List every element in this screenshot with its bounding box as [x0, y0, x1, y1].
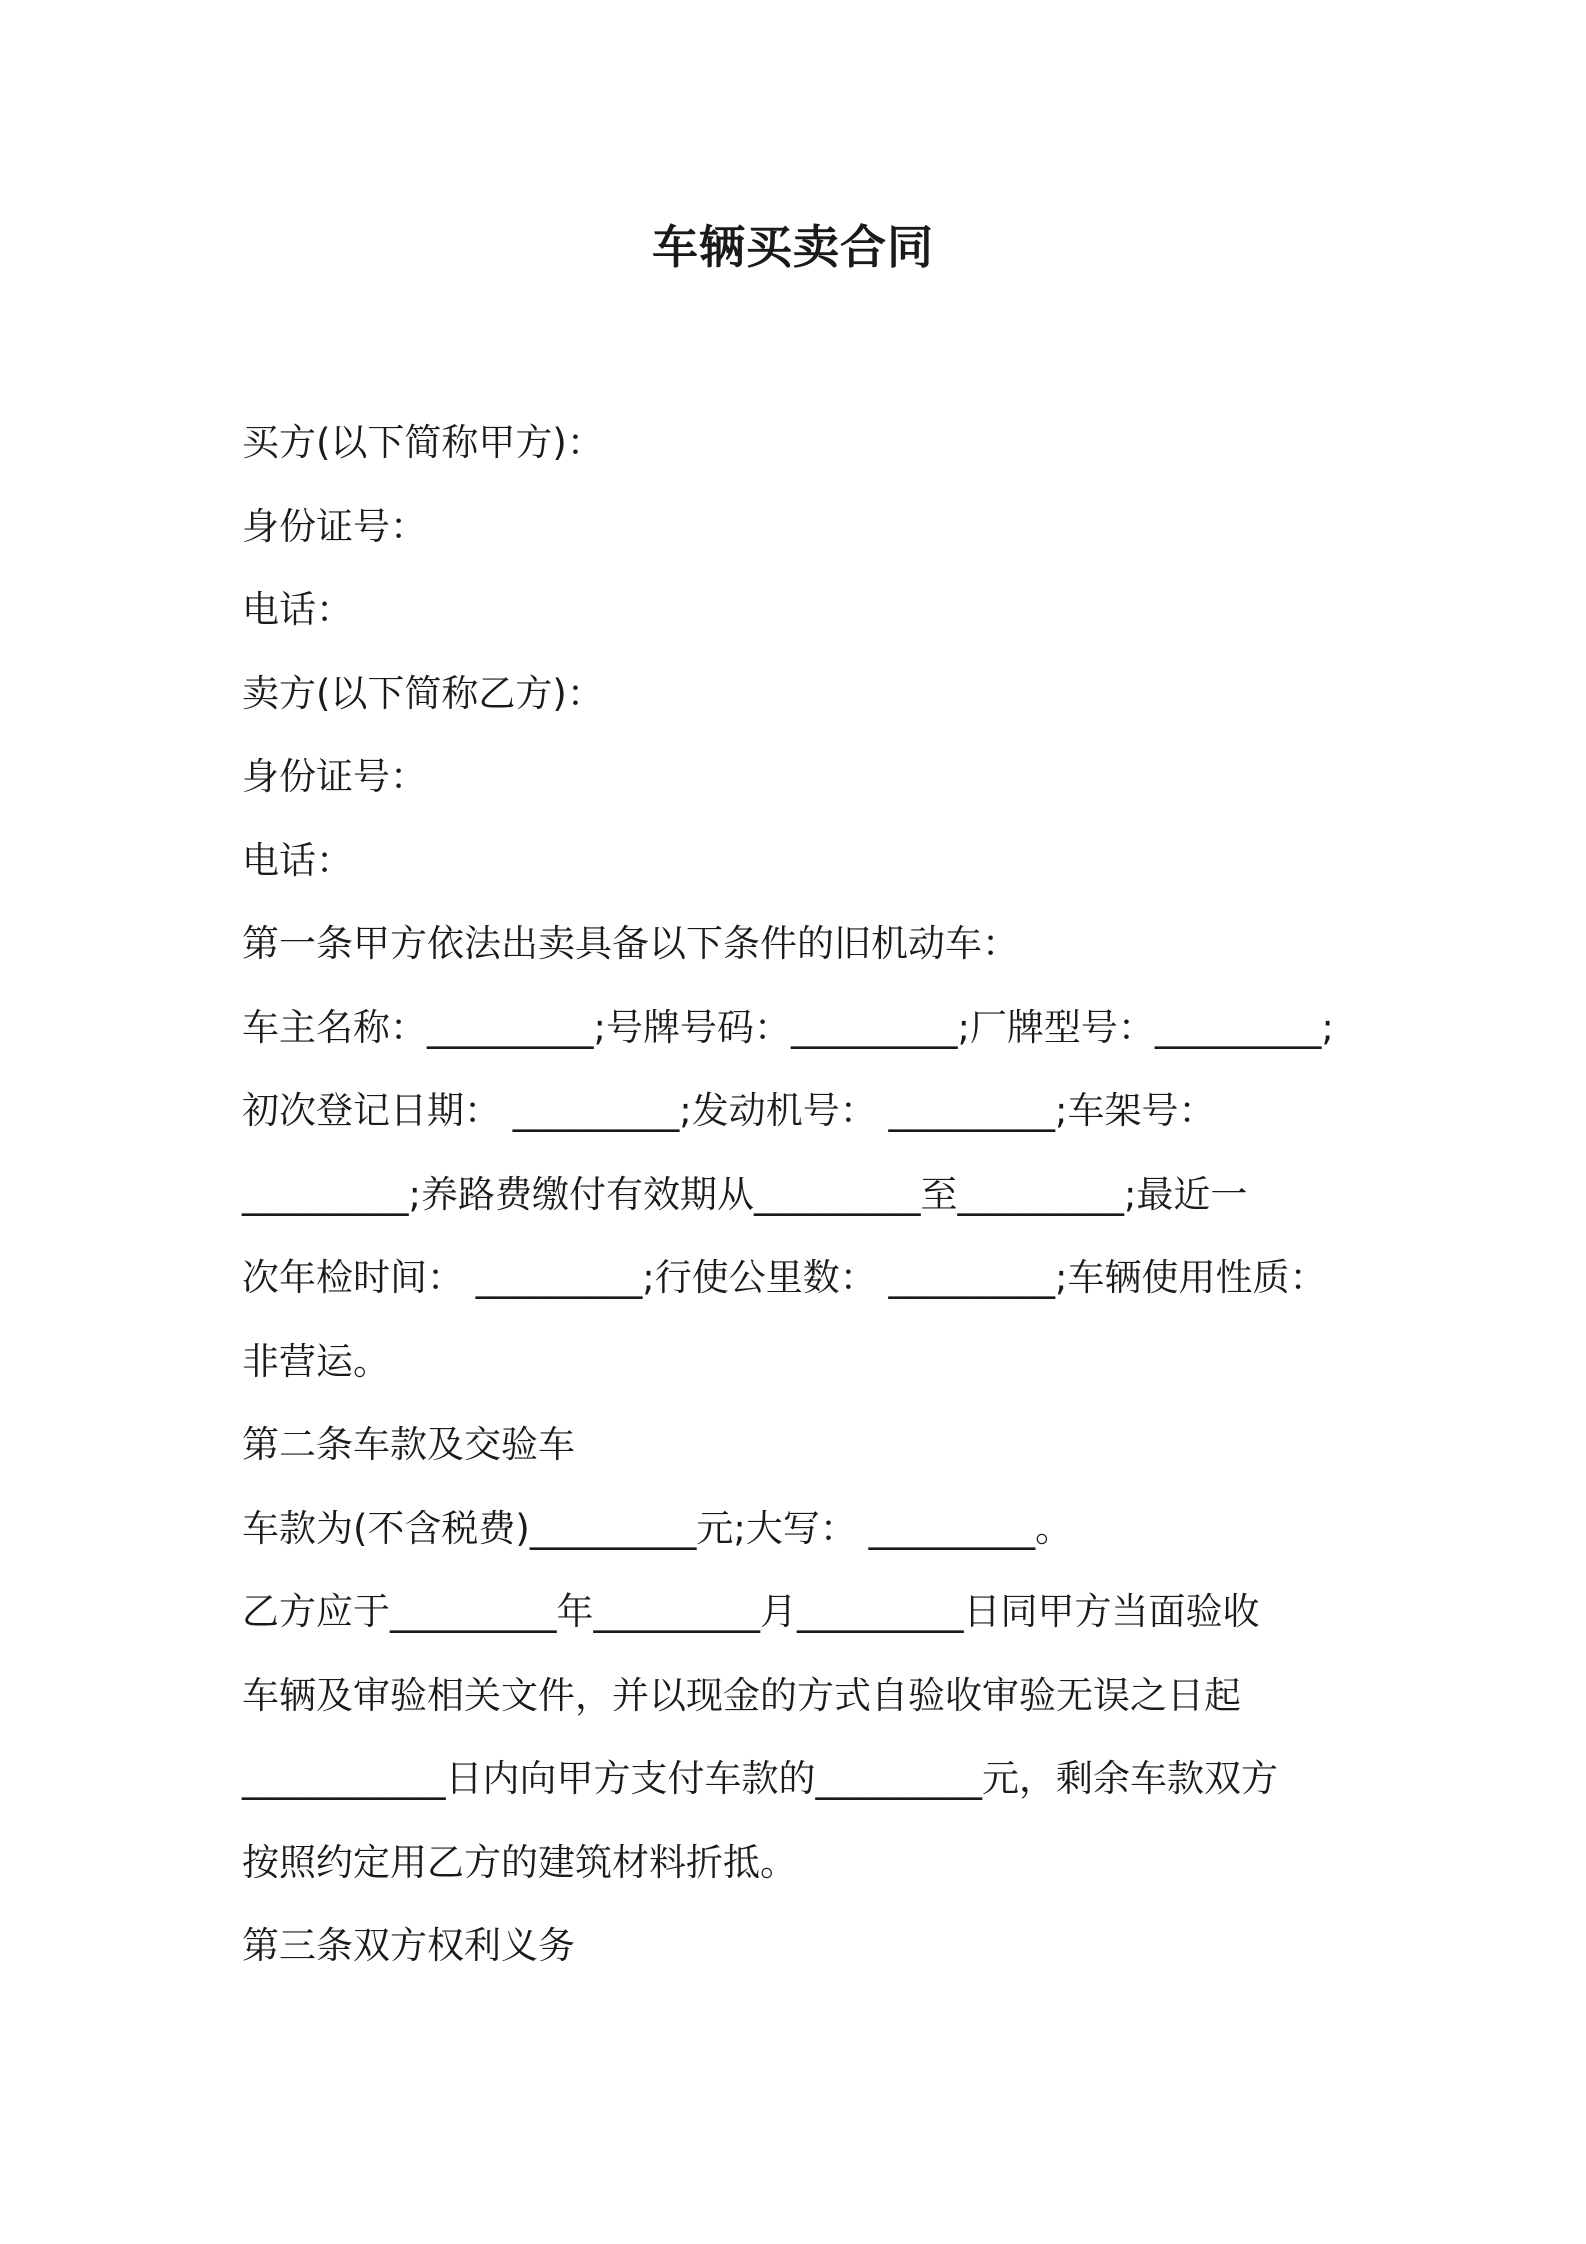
buyer-id-label: 身份证号： — [242, 504, 427, 548]
article-3-heading: 第三条双方权利义务 — [242, 1924, 575, 1967]
article-2-line-3: 车辆及审验相关文件，并以现金的方式自验收审验无误之日起 — [242, 1673, 1241, 1717]
article-2-line-2: 乙方应于_________年_________月_________日同甲方当面验收 — [242, 1590, 1260, 1633]
contract-body — [242, 401, 1362, 1988]
article-1-line-2: 初次登记日期： _________;发动机号： _________;车架号： — [242, 1089, 1216, 1132]
buyer-label: 买方(以下简称甲方)： — [242, 421, 604, 464]
article-1-line-1: 车主名称：_________;号牌号码：_________;厂牌型号：_________; — [242, 1005, 1334, 1049]
article-2-line-1: 车款为(不含税费)_________元;大写： _________。 — [242, 1506, 1073, 1550]
seller-phone-label: 电话： — [242, 838, 353, 882]
seller-id-label: 身份证号： — [242, 755, 427, 798]
article-1-line-5: 非营运。 — [242, 1339, 390, 1383]
buyer-phone-label: 电话： — [242, 588, 353, 631]
article-2-line-5: 按照约定用乙方的建筑材料折抵。 — [242, 1840, 797, 1884]
article-1-line-4: 次年检时间： _________;行使公里数： _________;车辆使用性质： — [242, 1256, 1327, 1299]
seller-label: 卖方(以下简称乙方)： — [242, 671, 604, 715]
article-1-line-3: _________;养路费缴付有效期从_________至_________;最近一 — [242, 1172, 1248, 1216]
article-2-heading: 第二条车款及交验车 — [242, 1423, 575, 1466]
article-2-line-4: ___________日内向甲方支付车款的_________元，剩余车款双方 — [242, 1757, 1278, 1800]
article-1-heading: 第一条甲方依法出卖具备以下条件的旧机动车： — [242, 922, 1019, 965]
document-title: 车辆买卖合同 — [652, 220, 934, 274]
